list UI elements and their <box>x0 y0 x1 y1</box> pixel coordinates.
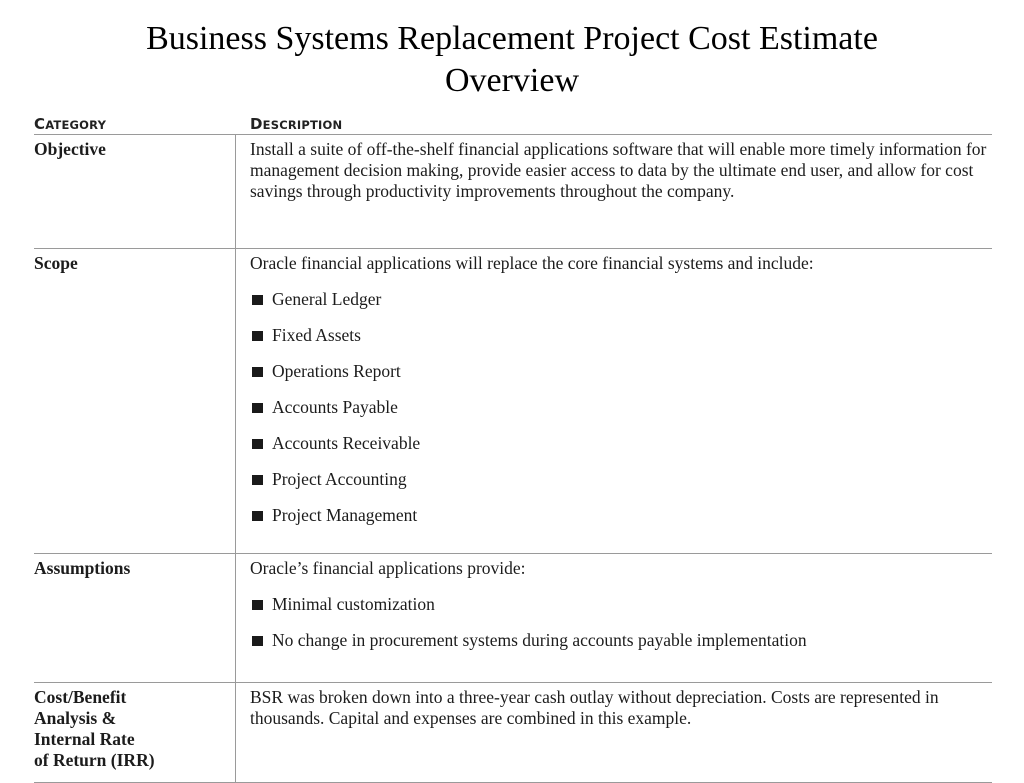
list-item: Fixed Assets <box>250 325 992 346</box>
table-row-cost-benefit <box>34 683 992 783</box>
list-item: Operations Report <box>250 361 992 382</box>
description-text: Oracle’s financial applications provide: <box>250 558 526 578</box>
list-item: Project Accounting <box>250 469 992 490</box>
description-text: Install a suite of off-the-shelf financial applications software that will enable more timely information for management decision making, provide easier access to data by the ultimate end user, and allow for cost savings through productivity improvements throughout the company. <box>250 139 987 201</box>
square-bullet-icon <box>250 325 272 346</box>
slide-title <box>0 18 1024 102</box>
list-item: Minimal customization <box>250 594 992 615</box>
square-bullet-icon <box>250 505 272 526</box>
list-item: Accounts Receivable <box>250 433 992 454</box>
description-cell <box>236 554 992 682</box>
table-row-scope <box>34 249 992 554</box>
list-item: Accounts Payable <box>250 397 992 418</box>
description-cell <box>236 249 992 553</box>
assumptions-bullet-list <box>250 594 992 651</box>
category-cell: Assumptions <box>34 554 236 682</box>
square-bullet-icon <box>250 594 272 615</box>
square-bullet-icon <box>250 361 272 382</box>
square-bullet-icon <box>250 397 272 418</box>
table-row-objective <box>34 135 992 249</box>
category-cell: Objective <box>34 135 236 248</box>
list-item: Project Management <box>250 505 992 526</box>
description-text: BSR was broken down into a three-year cash outlay without depreciation. Costs are represented in thousands. Capital and expenses are combined in this example. <box>250 687 939 728</box>
square-bullet-icon <box>250 630 272 651</box>
description-text: Oracle financial applications will replace the core financial systems and include: <box>250 253 814 273</box>
description-cell <box>236 683 992 782</box>
table-row-assumptions <box>34 554 992 683</box>
slide-title-line-2: Overview <box>444 62 580 99</box>
description-cell <box>236 135 992 248</box>
table-header <box>34 114 992 135</box>
slide-title-line-1: Business Systems Replacement Project Cost Estimate <box>146 20 878 57</box>
list-item: General Ledger <box>250 289 992 310</box>
square-bullet-icon <box>250 289 272 310</box>
header-category: CATEGORY <box>34 115 107 133</box>
header-description: DESCRIPTION <box>250 115 343 133</box>
square-bullet-icon <box>250 433 272 454</box>
category-cell: Cost/Benefit Analysis & Internal Rate of Return (IRR) <box>34 683 236 782</box>
scope-bullet-list <box>250 289 992 526</box>
list-item: No change in procurement systems during accounts payable implementation <box>250 630 992 651</box>
category-cell: Scope <box>34 249 236 553</box>
square-bullet-icon <box>250 469 272 490</box>
cost-estimate-table <box>34 114 992 783</box>
